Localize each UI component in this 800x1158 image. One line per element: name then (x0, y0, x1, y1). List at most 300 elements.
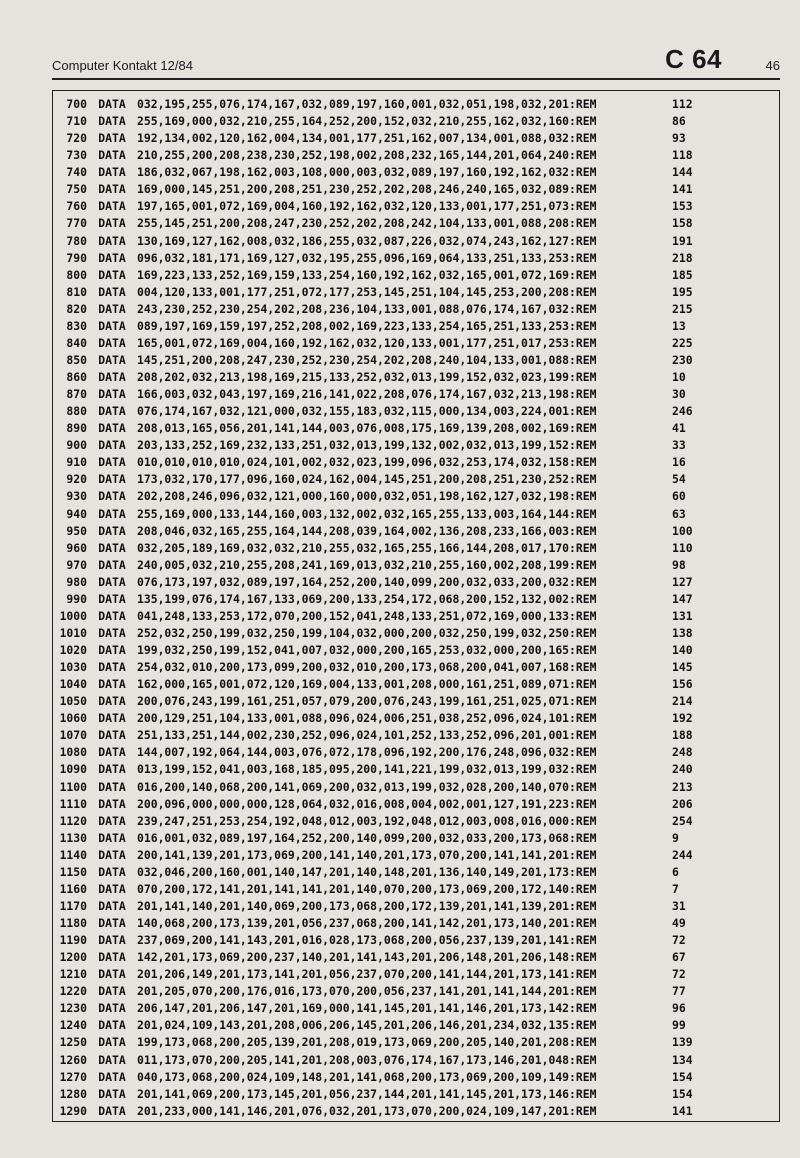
line-number: 790 (66, 250, 87, 265)
data-keyword: DATA (98, 1103, 126, 1118)
line-number: 1120 (59, 813, 87, 828)
listing-line (30, 642, 730, 659)
checksum: 33 (672, 438, 686, 453)
data-values: 240,005,032,210,255,208,241,169,013,032,210,255,160,002,208,199:REM (137, 557, 597, 572)
data-values: 200,096,000,000,000,128,064,032,016,008,004,002,001,127,191,223:REM (137, 796, 597, 811)
listing-line (30, 676, 730, 693)
line-number: 700 (66, 97, 87, 111)
line-number: 720 (66, 131, 87, 146)
listing-line (30, 949, 730, 966)
data-values: 201,024,109,143,201,208,006,206,145,201,206,146,201,234,032,135:REM (137, 1018, 597, 1033)
page-number: 46 (765, 58, 780, 73)
line-number: 760 (66, 199, 87, 214)
listing-line (30, 215, 730, 232)
checksum: 54 (672, 472, 686, 487)
listing-line (30, 233, 730, 250)
basic-listing (30, 96, 730, 1120)
data-keyword: DATA (98, 745, 126, 760)
checksum: 141 (672, 182, 693, 197)
checksum: 254 (672, 813, 693, 828)
listing-line (30, 130, 730, 147)
data-values: 145,251,200,208,247,230,252,230,254,202,208,240,104,133,001,088:REM (137, 352, 597, 367)
listing-line (30, 352, 730, 369)
data-values: 130,169,127,162,008,032,186,255,032,087,226,032,074,243,162,127:REM (137, 233, 597, 248)
data-keyword: DATA (98, 97, 126, 111)
line-number: 820 (66, 301, 87, 316)
checksum: 13 (672, 318, 686, 333)
data-values: 200,076,243,199,161,251,057,079,200,076,243,199,161,251,025,071:REM (137, 694, 597, 709)
listing-line (30, 574, 730, 591)
platform-title: C 64 (665, 44, 722, 74)
checksum: 86 (672, 114, 686, 129)
checksum: 185 (672, 267, 693, 282)
line-number: 940 (66, 506, 87, 521)
data-values: 016,200,140,068,200,141,069,200,032,013,199,032,028,200,140,070:REM (137, 779, 597, 794)
data-values: 200,129,251,104,133,001,088,096,024,006,251,038,252,096,024,101:REM (137, 711, 597, 726)
listing-line (30, 250, 730, 267)
listing-line (30, 898, 730, 915)
checksum: 246 (672, 404, 693, 419)
data-keyword: DATA (98, 387, 126, 402)
checksum: 218 (672, 250, 693, 265)
header-rule (52, 78, 780, 80)
line-number: 870 (66, 387, 87, 402)
data-keyword: DATA (98, 694, 126, 709)
listing-line (30, 284, 730, 301)
data-keyword: DATA (98, 114, 126, 129)
data-keyword: DATA (98, 1086, 126, 1101)
checksum: 63 (672, 506, 686, 521)
line-number: 1240 (59, 1018, 87, 1033)
line-number: 1020 (59, 643, 87, 657)
data-values: 201,141,140,201,140,069,200,173,068,200,172,139,201,141,139,201:REM (137, 898, 597, 913)
checksum: 131 (672, 608, 693, 623)
line-number: 810 (66, 284, 87, 299)
listing-line (30, 659, 730, 676)
data-values: 203,133,252,169,232,133,251,032,013,199,132,002,032,013,199,152:REM (137, 438, 597, 453)
data-keyword: DATA (98, 1035, 126, 1050)
data-values: 169,000,145,251,200,208,251,230,252,202,208,246,240,165,032,089:REM (137, 182, 597, 197)
listing-line (30, 864, 730, 881)
line-number: 890 (66, 421, 87, 436)
line-number: 1060 (59, 711, 87, 726)
line-number: 1230 (59, 1001, 87, 1016)
checksum: 140 (672, 643, 693, 657)
checksum: 206 (672, 796, 693, 811)
data-values: 200,141,139,201,173,069,200,141,140,201,173,070,200,141,141,201:REM (137, 847, 597, 862)
data-keyword: DATA (98, 267, 126, 282)
checksum: 145 (672, 660, 693, 675)
line-number: 1010 (59, 625, 87, 640)
line-number: 960 (66, 540, 87, 555)
checksum: 72 (672, 933, 686, 948)
checksum: 240 (672, 762, 693, 777)
checksum: 230 (672, 352, 693, 367)
listing-line (30, 727, 730, 744)
line-number: 1110 (59, 796, 87, 811)
checksum: 98 (672, 557, 686, 572)
data-values: 010,010,010,010,024,101,002,032,023,199,096,032,253,174,032,158:REM (137, 455, 597, 470)
data-keyword: DATA (98, 438, 126, 453)
data-values: 032,205,189,169,032,032,210,255,032,165,255,166,144,208,017,170:REM (137, 540, 597, 555)
line-number: 830 (66, 318, 87, 333)
data-values: 142,201,173,069,200,237,140,201,141,143,201,206,148,201,206,148:REM (137, 950, 597, 965)
data-keyword: DATA (98, 1001, 126, 1016)
line-number: 860 (66, 370, 87, 384)
data-keyword: DATA (98, 762, 126, 777)
line-number: 1180 (59, 916, 87, 930)
listing-line (30, 96, 730, 113)
data-keyword: DATA (98, 148, 126, 163)
listing-line (30, 454, 730, 471)
data-values: 201,205,070,200,176,016,173,070,200,056,237,141,201,141,144,201:REM (137, 984, 597, 999)
checksum: 156 (672, 677, 693, 692)
checksum: 195 (672, 284, 693, 299)
data-values: 192,134,002,120,162,004,134,001,177,251,162,007,134,001,088,032:REM (137, 131, 597, 146)
data-values: 255,169,000,133,144,160,003,132,002,032,165,255,133,003,164,144:REM (137, 506, 597, 521)
line-number: 930 (66, 489, 87, 504)
line-number: 730 (66, 148, 87, 163)
listing-line (30, 779, 730, 796)
checksum: 67 (672, 950, 686, 965)
data-keyword: DATA (98, 591, 126, 606)
listing-line (30, 198, 730, 215)
line-number: 920 (66, 472, 87, 487)
data-keyword: DATA (98, 677, 126, 692)
data-values: 173,032,170,177,096,160,024,162,004,145,251,200,208,251,230,252:REM (137, 472, 597, 487)
data-values: 210,255,200,208,238,230,252,198,002,208,232,165,144,201,064,240:REM (137, 148, 597, 163)
data-values: 208,046,032,165,255,164,144,208,039,164,002,136,208,233,166,003:REM (137, 523, 597, 538)
listing-line (30, 693, 730, 710)
data-keyword: DATA (98, 284, 126, 299)
listing-line (30, 164, 730, 181)
line-number: 740 (66, 165, 87, 180)
checksum: 139 (672, 1035, 693, 1050)
data-keyword: DATA (98, 404, 126, 419)
data-keyword: DATA (98, 523, 126, 538)
data-values: 070,200,172,141,201,141,141,201,140,070,200,173,069,200,172,140:REM (137, 881, 597, 896)
checksum: 49 (672, 916, 686, 930)
checksum: 77 (672, 984, 686, 999)
data-values: 096,032,181,171,169,127,032,195,255,096,169,064,133,251,133,253:REM (137, 250, 597, 265)
data-keyword: DATA (98, 182, 126, 197)
data-values: 032,195,255,076,174,167,032,089,197,160,001,032,051,198,032,201:REM (137, 97, 597, 111)
data-values: 144,007,192,064,144,003,076,072,178,096,192,200,176,248,096,032:REM (137, 745, 597, 760)
line-number: 1150 (59, 864, 87, 879)
listing-line (30, 813, 730, 830)
line-number: 880 (66, 404, 87, 419)
listing-line (30, 744, 730, 761)
data-values: 197,165,001,072,169,004,160,192,162,032,120,133,001,177,251,073:REM (137, 199, 597, 214)
line-number: 770 (66, 216, 87, 231)
listing-line (30, 847, 730, 864)
data-keyword: DATA (98, 1018, 126, 1033)
data-keyword: DATA (98, 608, 126, 623)
line-number: 1160 (59, 881, 87, 896)
data-keyword: DATA (98, 813, 126, 828)
listing-line (30, 1052, 730, 1069)
data-keyword: DATA (98, 796, 126, 811)
listing-line (30, 830, 730, 847)
data-keyword: DATA (98, 472, 126, 487)
data-values: 011,173,070,200,205,141,201,208,003,076,174,167,173,146,201,048:REM (137, 1052, 597, 1067)
line-number: 1290 (59, 1103, 87, 1118)
data-keyword: DATA (98, 1069, 126, 1084)
checksum: 214 (672, 694, 693, 709)
data-values: 165,001,072,169,004,160,192,162,032,120,133,001,177,251,017,253:REM (137, 335, 597, 350)
data-keyword: DATA (98, 881, 126, 896)
data-keyword: DATA (98, 830, 126, 845)
line-number: 1170 (59, 898, 87, 913)
data-values: 255,145,251,200,208,247,230,252,202,208,242,104,133,001,088,208:REM (137, 216, 597, 231)
listing-line (30, 1069, 730, 1086)
listing-line (30, 1086, 730, 1103)
data-values: 076,174,167,032,121,000,032,155,183,032,115,000,134,003,224,001:REM (137, 404, 597, 419)
line-number: 900 (66, 438, 87, 453)
data-values: 199,173,068,200,205,139,201,208,019,173,069,200,205,140,201,208:REM (137, 1035, 597, 1050)
listing-line (30, 1017, 730, 1034)
data-values: 162,000,165,001,072,120,169,004,133,001,208,000,161,251,089,071:REM (137, 677, 597, 692)
data-keyword: DATA (98, 165, 126, 180)
listing-line (30, 915, 730, 932)
data-keyword: DATA (98, 625, 126, 640)
checksum: 248 (672, 745, 693, 760)
checksum: 9 (672, 830, 679, 845)
listing-line (30, 625, 730, 642)
listing-line (30, 113, 730, 130)
listing-line (30, 301, 730, 318)
listing-line (30, 403, 730, 420)
data-values: 254,032,010,200,173,099,200,032,010,200,173,068,200,041,007,168:REM (137, 660, 597, 675)
data-keyword: DATA (98, 847, 126, 862)
checksum: 30 (672, 387, 686, 402)
data-keyword: DATA (98, 199, 126, 214)
data-values: 239,247,251,253,254,192,048,012,003,192,048,012,003,008,016,000:REM (137, 813, 597, 828)
data-keyword: DATA (98, 779, 126, 794)
listing-line (30, 488, 730, 505)
data-values: 243,230,252,230,254,202,208,236,104,133,001,088,076,174,167,032:REM (137, 301, 597, 316)
listing-line (30, 523, 730, 540)
checksum: 7 (672, 881, 679, 896)
data-keyword: DATA (98, 711, 126, 726)
listing-line (30, 506, 730, 523)
data-values: 186,032,067,198,162,003,108,000,003,032,089,197,160,192,162,032:REM (137, 165, 597, 180)
checksum: 154 (672, 1069, 693, 1084)
data-keyword: DATA (98, 967, 126, 982)
listing-line (30, 369, 730, 386)
checksum: 147 (672, 591, 693, 606)
listing-line (30, 591, 730, 608)
data-keyword: DATA (98, 898, 126, 913)
data-values: 166,003,032,043,197,169,216,141,022,208,076,174,167,032,213,198:REM (137, 387, 597, 402)
data-values: 199,032,250,199,152,041,007,032,000,200,165,253,032,000,200,165:REM (137, 643, 597, 657)
data-values: 169,223,133,252,169,159,133,254,160,192,162,032,165,001,072,169:REM (137, 267, 597, 282)
data-keyword: DATA (98, 643, 126, 657)
data-keyword: DATA (98, 574, 126, 589)
data-values: 208,013,165,056,201,141,144,003,076,008,175,169,139,208,002,169:REM (137, 421, 597, 436)
data-keyword: DATA (98, 370, 126, 384)
listing-line (30, 386, 730, 403)
checksum: 153 (672, 199, 693, 214)
data-keyword: DATA (98, 335, 126, 350)
data-keyword: DATA (98, 864, 126, 879)
listing-line (30, 420, 730, 437)
data-keyword: DATA (98, 933, 126, 948)
data-keyword: DATA (98, 318, 126, 333)
data-keyword: DATA (98, 728, 126, 743)
line-number: 1140 (59, 847, 87, 862)
data-values: 140,068,200,173,139,201,056,237,068,200,141,142,201,173,140,201:REM (137, 916, 597, 930)
data-keyword: DATA (98, 421, 126, 436)
data-values: 237,069,200,141,143,201,016,028,173,068,200,056,237,139,201,141:REM (137, 933, 597, 948)
checksum: 110 (672, 540, 693, 555)
data-values: 251,133,251,144,002,230,252,096,024,101,252,133,252,096,201,001:REM (137, 728, 597, 743)
checksum: 134 (672, 1052, 693, 1067)
checksum: 244 (672, 847, 693, 862)
checksum: 191 (672, 233, 693, 248)
checksum: 16 (672, 455, 686, 470)
data-values: 041,248,133,253,172,070,200,152,041,248,133,251,072,169,000,133:REM (137, 608, 597, 623)
data-values: 013,199,152,041,003,168,185,095,200,141,221,199,032,013,199,032:REM (137, 762, 597, 777)
listing-line (30, 557, 730, 574)
checksum: 158 (672, 216, 693, 231)
listing-line (30, 1103, 730, 1120)
checksum: 118 (672, 148, 693, 163)
listing-line (30, 881, 730, 898)
line-number: 1260 (59, 1052, 87, 1067)
line-number: 800 (66, 267, 87, 282)
line-number: 1190 (59, 933, 87, 948)
data-values: 255,169,000,032,210,255,164,252,200,152,032,210,255,162,032,160:REM (137, 114, 597, 129)
checksum: 144 (672, 165, 693, 180)
line-number: 1070 (59, 728, 87, 743)
line-number: 1100 (59, 779, 87, 794)
checksum: 112 (672, 97, 693, 111)
data-keyword: DATA (98, 540, 126, 555)
line-number: 840 (66, 335, 87, 350)
line-number: 1210 (59, 967, 87, 982)
data-keyword: DATA (98, 660, 126, 675)
data-values: 208,202,032,213,198,169,215,133,252,032,013,199,152,032,023,199:REM (137, 370, 597, 384)
line-number: 1200 (59, 950, 87, 965)
checksum: 188 (672, 728, 693, 743)
line-number: 980 (66, 574, 87, 589)
data-keyword: DATA (98, 950, 126, 965)
data-keyword: DATA (98, 131, 126, 146)
magazine-issue: Computer Kontakt 12/84 (52, 58, 193, 73)
line-number: 1030 (59, 660, 87, 675)
data-values: 252,032,250,199,032,250,199,104,032,000,200,032,250,199,032,250:REM (137, 625, 597, 640)
data-values: 202,208,246,096,032,121,000,160,000,032,051,198,162,127,032,198:REM (137, 489, 597, 504)
line-number: 910 (66, 455, 87, 470)
data-values: 089,197,169,159,197,252,208,002,169,223,133,254,165,251,133,253:REM (137, 318, 597, 333)
data-keyword: DATA (98, 233, 126, 248)
data-values: 032,046,200,160,001,140,147,201,140,148,201,136,140,149,201,173:REM (137, 864, 597, 879)
data-keyword: DATA (98, 301, 126, 316)
data-keyword: DATA (98, 352, 126, 367)
checksum: 93 (672, 131, 686, 146)
data-values: 206,147,201,206,147,201,169,000,141,145,201,141,146,201,173,142:REM (137, 1001, 597, 1016)
line-number: 1040 (59, 677, 87, 692)
line-number: 950 (66, 523, 87, 538)
data-values: 201,206,149,201,173,141,201,056,237,070,200,141,144,201,173,141:REM (137, 967, 597, 982)
listing-line (30, 1034, 730, 1051)
line-number: 750 (66, 182, 87, 197)
line-number: 780 (66, 233, 87, 248)
checksum: 72 (672, 967, 686, 982)
checksum: 127 (672, 574, 693, 589)
listing-line (30, 932, 730, 949)
page-header (52, 44, 780, 78)
checksum: 141 (672, 1103, 693, 1118)
line-number: 1050 (59, 694, 87, 709)
listing-line (30, 796, 730, 813)
listing-line (30, 540, 730, 557)
data-keyword: DATA (98, 250, 126, 265)
checksum: 100 (672, 523, 693, 538)
data-values: 135,199,076,174,167,133,069,200,133,254,172,068,200,152,132,002:REM (137, 591, 597, 606)
checksum: 138 (672, 625, 693, 640)
data-keyword: DATA (98, 489, 126, 504)
listing-line (30, 983, 730, 1000)
checksum: 215 (672, 301, 693, 316)
data-values: 076,173,197,032,089,197,164,252,200,140,099,200,032,033,200,032:REM (137, 574, 597, 589)
listing-line (30, 335, 730, 352)
listing-line (30, 608, 730, 625)
listing-line (30, 761, 730, 778)
line-number: 710 (66, 114, 87, 129)
line-number: 1270 (59, 1069, 87, 1084)
listing-line (30, 318, 730, 335)
checksum: 6 (672, 864, 679, 879)
line-number: 850 (66, 352, 87, 367)
data-values: 201,141,069,200,173,145,201,056,237,144,201,141,145,201,173,146:REM (137, 1086, 597, 1101)
line-number: 970 (66, 557, 87, 572)
data-values: 201,233,000,141,146,201,076,032,201,173,070,200,024,109,147,201:REM (137, 1103, 597, 1118)
checksum: 31 (672, 898, 686, 913)
data-keyword: DATA (98, 557, 126, 572)
data-keyword: DATA (98, 506, 126, 521)
checksum: 192 (672, 711, 693, 726)
listing-line (30, 1000, 730, 1017)
listing-line (30, 147, 730, 164)
line-number: 1080 (59, 745, 87, 760)
checksum: 213 (672, 779, 693, 794)
data-values: 004,120,133,001,177,251,072,177,253,145,251,104,145,253,200,208:REM (137, 284, 597, 299)
line-number: 990 (66, 591, 87, 606)
listing-line (30, 267, 730, 284)
checksum: 154 (672, 1086, 693, 1101)
listing-line (30, 471, 730, 488)
data-values: 016,001,032,089,197,164,252,200,140,099,200,032,033,200,173,068:REM (137, 830, 597, 845)
line-number: 1250 (59, 1035, 87, 1050)
line-number: 1000 (59, 608, 87, 623)
checksum: 10 (672, 370, 686, 384)
data-keyword: DATA (98, 916, 126, 930)
listing-line (30, 437, 730, 454)
listing-line (30, 966, 730, 983)
data-values: 040,173,068,200,024,109,148,201,141,068,200,173,069,200,109,149:REM (137, 1069, 597, 1084)
line-number: 1090 (59, 762, 87, 777)
data-keyword: DATA (98, 984, 126, 999)
listing-line (30, 710, 730, 727)
data-keyword: DATA (98, 1052, 126, 1067)
data-keyword: DATA (98, 216, 126, 231)
checksum: 41 (672, 421, 686, 436)
line-number: 1280 (59, 1086, 87, 1101)
line-number: 1130 (59, 830, 87, 845)
listing-line (30, 181, 730, 198)
